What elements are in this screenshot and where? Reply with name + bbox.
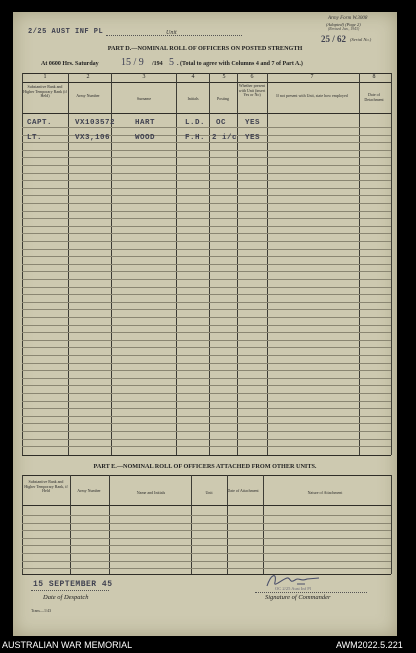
col-number: 7 — [310, 74, 314, 80]
ruled-line — [22, 538, 391, 539]
unit-value: 2/25 AUST INF PL — [28, 28, 104, 36]
unit-underline — [106, 35, 242, 36]
form-adapted: (Adapted) (Page 2) — [326, 22, 361, 27]
ruled-line — [22, 218, 391, 219]
ruled-line — [22, 408, 391, 409]
col-header-attachment-date: Date of Attachment — [227, 488, 259, 493]
unit-label: Unit — [166, 30, 177, 36]
ruled-line — [22, 271, 391, 272]
signature-label: Signature of Commander — [265, 594, 331, 601]
col-header-rank: Substantive Rank and Higher Temporary Rank, if Held — [24, 479, 68, 494]
surname-cell: HART — [135, 119, 156, 127]
col-number: 2 — [86, 74, 90, 80]
form-revised: (Revised Jan., 1943) — [328, 27, 360, 31]
ruled-line — [22, 264, 391, 265]
column-rule — [109, 475, 110, 574]
part-e-title: PART E.—NOMINAL ROLL OF OFFICERS ATTACHED FROM OTHER UNITS. — [93, 463, 317, 470]
col-number: 4 — [191, 74, 195, 80]
table-top-border — [22, 475, 391, 476]
col-header-rank: Substantive Rank and Higher Temporary Rank (if Held) — [23, 84, 67, 99]
col-header-surname: Surname — [136, 96, 152, 101]
table-num-border — [22, 82, 391, 83]
credit-right: AWM2022.5.221 — [336, 640, 403, 650]
ruled-line — [22, 233, 391, 234]
posting-cell: OC — [216, 119, 227, 127]
ruled-line — [22, 393, 391, 394]
col-header-army-number: Army Number — [77, 488, 101, 493]
ruled-line — [22, 165, 391, 166]
col-number: 8 — [372, 74, 376, 80]
table-bottom-border — [22, 455, 391, 456]
ruled-line — [22, 545, 391, 546]
posting-cell: 2 i/c — [212, 134, 238, 142]
col-header-name: Name and Initials — [136, 490, 166, 495]
ruled-line — [22, 180, 391, 181]
form-page — [13, 12, 397, 636]
unit-stamp: OC 2/25 Aust Inf Pl — [275, 586, 312, 591]
form-title: Army Form W.3008 — [328, 16, 368, 21]
despatch-underline — [31, 590, 109, 591]
present-cell: YES — [245, 119, 261, 127]
ruled-line — [22, 157, 391, 158]
despatch-label: Date of Despatch — [43, 594, 89, 601]
column-rule — [263, 475, 264, 574]
army-number-cell: VX3,106 — [75, 134, 111, 142]
col-header-present: Whether present with Unit (insert Yes or No) — [238, 83, 266, 98]
col-header-initials: Initials — [187, 96, 199, 101]
col-header-posting: Posting — [216, 96, 229, 101]
ruled-line — [22, 340, 391, 341]
ruled-line — [22, 188, 391, 189]
ruled-line — [22, 439, 391, 440]
ruled-line — [22, 401, 391, 402]
column-rule — [391, 73, 392, 455]
present-cell: YES — [245, 134, 261, 142]
ruled-line — [22, 561, 391, 562]
ruled-line — [22, 256, 391, 257]
table-header-border — [22, 113, 391, 114]
column-rule — [70, 475, 71, 574]
column-rule — [391, 475, 392, 574]
ruled-line — [22, 142, 391, 143]
credit-left: AUSTRALIAN WAR MEMORIAL — [2, 640, 133, 650]
rank-cell: CAPT. — [27, 119, 53, 127]
ruled-line — [22, 363, 391, 364]
col-number: 3 — [142, 74, 146, 80]
ruled-line — [22, 370, 391, 371]
rank-cell: LT. — [27, 134, 43, 142]
column-rule — [191, 475, 192, 574]
printer-mark: Trans—1/43 — [31, 608, 52, 613]
signature-underline — [255, 592, 367, 593]
ruled-line — [22, 378, 391, 379]
credit-bar — [0, 637, 416, 653]
ruled-line — [22, 195, 391, 196]
col-header-detachment: Date of Detachment — [364, 92, 384, 102]
date-year-prefix: /194 — [152, 61, 163, 67]
initials-cell: F.H. — [185, 134, 206, 142]
ruled-line — [22, 211, 391, 212]
ruled-line — [22, 523, 391, 524]
column-rule — [22, 475, 23, 574]
column-rule — [227, 475, 228, 574]
ruled-line — [22, 431, 391, 432]
serial-value: 25 / 62 — [321, 34, 347, 44]
ruled-line — [22, 249, 391, 250]
ruled-line — [22, 553, 391, 554]
ruled-line — [22, 416, 391, 417]
despatch-date: 15 SEPTEMBER 45 — [33, 580, 113, 589]
surname-cell: WOOD — [135, 134, 156, 142]
ruled-line — [22, 446, 391, 447]
ruled-line — [22, 530, 391, 531]
ruled-line — [22, 332, 391, 333]
col-header-army-number: Army Number — [76, 93, 100, 98]
date-hand: 15 / 9 — [121, 57, 144, 68]
ruled-line — [22, 355, 391, 356]
col-header-attachment-nature: Nature of Attachment — [307, 490, 343, 495]
ruled-line — [22, 347, 391, 348]
ruled-line — [22, 294, 391, 295]
army-number-cell: VX103572 — [75, 119, 116, 127]
date-year-hand: 5 — [169, 57, 174, 68]
ruled-line — [22, 241, 391, 242]
ruled-line — [22, 302, 391, 303]
ruled-line — [22, 423, 391, 424]
ruled-line — [22, 173, 391, 174]
ruled-line — [22, 325, 391, 326]
col-number: 5 — [222, 74, 226, 80]
time-suffix: . (Total to agree with Columns 4 and 7 of Part A.) — [177, 61, 303, 67]
col-header-employed: If not present with Unit, state how employed — [276, 93, 348, 98]
table-header-border — [22, 505, 391, 506]
initials-cell: L.D. — [185, 119, 206, 127]
ruled-line — [22, 203, 391, 204]
ruled-line — [22, 317, 391, 318]
ruled-line — [22, 287, 391, 288]
ruled-line — [22, 309, 391, 310]
col-number: 1 — [43, 74, 47, 80]
part-d-title: PART D.—NOMINAL ROLL OF OFFICERS ON POSTED STRENGTH — [107, 45, 303, 52]
time-prefix: At 0600 Hrs. Saturday — [41, 61, 99, 67]
serial-label: (Serial No.) — [350, 37, 372, 42]
col-number: 6 — [250, 74, 254, 80]
col-header-unit: Unit — [205, 490, 213, 495]
ruled-line — [22, 515, 391, 516]
ruled-line — [22, 385, 391, 386]
ruled-line — [22, 127, 391, 128]
ruled-line — [22, 279, 391, 280]
ruled-line — [22, 150, 391, 151]
ruled-line — [22, 226, 391, 227]
